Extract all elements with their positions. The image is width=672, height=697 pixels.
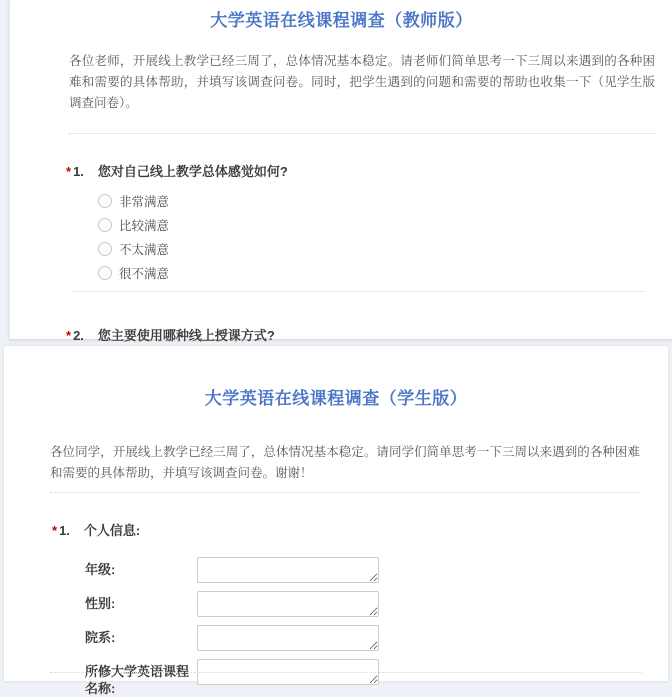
question-number: 1. [73,164,84,179]
course-name-label: 所修大学英语课程名称: [85,664,190,696]
radio-icon[interactable] [98,194,112,208]
radio-option-label: 非常满意 [119,195,170,209]
required-star: * [66,328,72,343]
teacher-survey-card [9,0,672,343]
field-row-department [85,625,668,651]
personal-info-fields [85,557,668,697]
radio-icon[interactable] [98,218,112,232]
radio-icon[interactable] [98,266,112,280]
student-survey-title: 大学英语在线课程调查（学生版） [204,389,468,408]
radio-option-label: 不太满意 [119,243,170,257]
student-survey-intro: 各位同学，开展线上教学已经三周了，总体情况基本稳定。请同学们简单思考一下三周以来遇到的各种困难和需要的具体帮助，并填写该调查问卷。谢谢！ [50,445,640,480]
question-number: 1. [59,523,70,538]
required-star: * [66,164,72,179]
teacher-question-2 [66,325,672,344]
radio-option-label: 比较满意 [119,219,170,233]
radio-option-not-very-satisfied[interactable] [98,237,672,261]
teacher-survey-intro: 各位老师，开展线上教学已经三周了，总体情况基本稳定。请老师们简单思考一下三周以来遇到的各种困难和需要的具体帮助，并填写该调查问卷。同时，把学生遇到的问题和需要的帮助也收集一下（见学生版调查问卷）。 [69,54,655,110]
dotted-divider [50,672,642,673]
grade-label: 年级: [85,562,116,577]
student-survey-card [4,346,668,696]
department-label: 院系: [85,630,116,645]
field-row-gender [85,591,668,617]
teacher-question-1-options [98,189,672,285]
solid-divider [72,291,646,292]
dotted-divider [69,133,655,134]
radio-option-very-satisfied[interactable] [98,189,672,213]
radio-icon[interactable] [98,242,112,256]
teacher-question-1 [66,161,672,180]
field-row-course-name [85,659,668,697]
department-input[interactable] [197,625,379,651]
required-star: * [52,523,58,538]
question-text: 您对自己线上教学总体感觉如何? [97,164,288,179]
question-text: 您主要使用哪种线上授课方式? [97,328,275,343]
student-question-1 [52,520,668,539]
gender-input[interactable] [197,591,379,617]
dotted-divider [50,492,640,493]
grade-input[interactable] [197,557,379,583]
question-text: 个人信息: [83,523,141,538]
teacher-survey-title: 大学英语在线课程调查（教师版） [210,11,473,30]
radio-option-label: 很不满意 [119,267,170,281]
radio-option-fairly-satisfied[interactable] [98,213,672,237]
radio-option-very-dissatisfied[interactable] [98,261,672,285]
field-row-grade [85,557,668,583]
question-number: 2. [73,328,84,343]
gender-label: 性别: [85,596,116,611]
